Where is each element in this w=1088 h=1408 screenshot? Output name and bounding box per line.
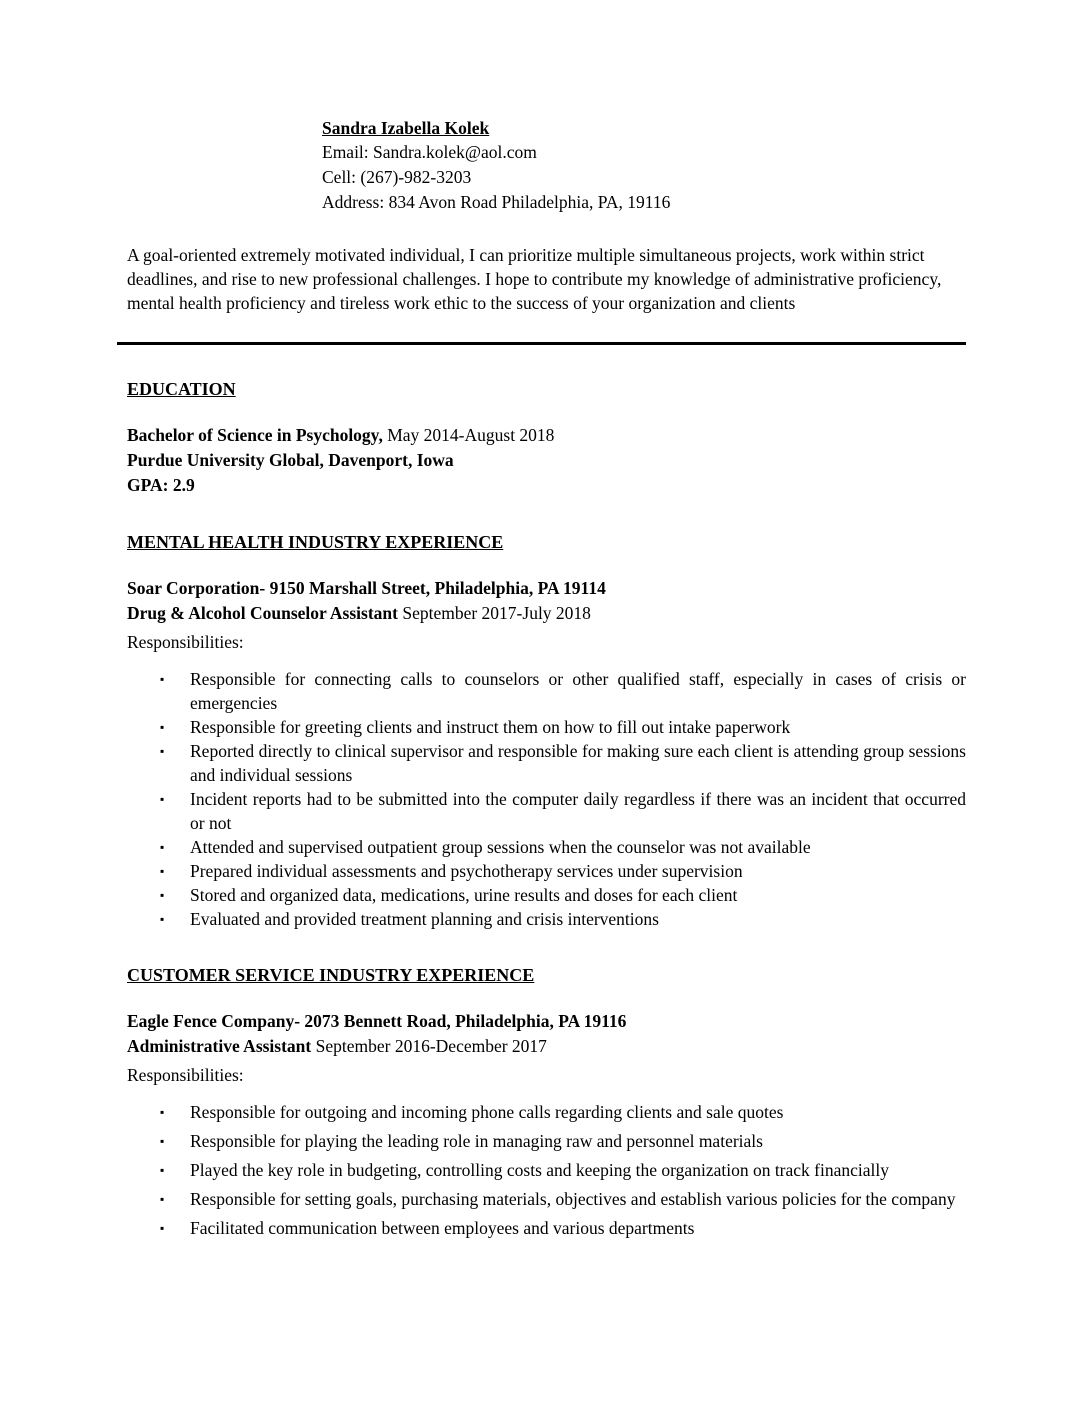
bullet-item [127, 1158, 966, 1182]
bullet-item [127, 835, 966, 859]
bullet-text: Responsible for outgoing and incoming phone calls regarding clients and sale quotes [190, 1102, 784, 1122]
bullet-item [127, 667, 966, 715]
bullet-item [127, 883, 966, 907]
section-divider-rule [117, 342, 966, 345]
bullet-item [127, 1100, 966, 1124]
company-line-soar: Soar Corporation- 9150 Marshall Street, Philadelphia, PA 19114 [127, 578, 606, 598]
bullet-square-icon: ▪ [160, 840, 165, 854]
gpa-line: GPA: 2.9 [127, 475, 195, 495]
bullet-item [127, 907, 966, 931]
degree-line [127, 423, 966, 448]
bullet-text: Prepared individual assessments and psychotherapy services under supervision [190, 861, 743, 881]
bullet-item [127, 739, 966, 787]
contact-address: Address: 834 Avon Road Philadelphia, PA, 19116 [322, 192, 671, 212]
candidate-name: Sandra Izabella Kolek [322, 118, 490, 138]
education-heading: EDUCATION [127, 379, 236, 399]
job-title-line-admin [127, 1034, 966, 1059]
bullet-text: Responsible for connecting calls to counselors or other qualified staff, especially in cases of crisis or emergencies [190, 669, 966, 713]
bullet-square-icon: ▪ [160, 912, 165, 926]
job-title-line-counselor [127, 601, 966, 626]
bullet-text: Responsible for setting goals, purchasing materials, objectives and establish various policies for the company [190, 1189, 956, 1209]
customer-service-bullet-list [127, 1100, 966, 1240]
bullet-text: Attended and supervised outpatient group sessions when the counselor was not available [190, 837, 811, 857]
job-dates-counselor: September 2017-July 2018 [397, 603, 591, 623]
degree-title: Bachelor of Science in Psychology, [127, 425, 383, 445]
bullet-square-icon: ▪ [160, 1192, 165, 1206]
bullet-square-icon: ▪ [160, 888, 165, 902]
mental-health-experience-heading: MENTAL HEALTH INDUSTRY EXPERIENCE [127, 532, 504, 552]
bullet-square-icon: ▪ [160, 744, 165, 758]
contact-block [322, 116, 966, 215]
bullet-item [127, 1216, 966, 1240]
bullet-text: Reported directly to clinical supervisor and responsible for making sure each client is attending group sessions and individual sessions [190, 741, 966, 785]
bullet-text: Stored and organized data, medications, urine results and doses for each client [190, 885, 738, 905]
bullet-text: Evaluated and provided treatment planning and crisis interventions [190, 909, 659, 929]
bullet-item [127, 1129, 966, 1153]
bullet-square-icon: ▪ [160, 1134, 165, 1148]
school-line: Purdue University Global, Davenport, Iowa [127, 450, 454, 470]
bullet-text: Played the key role in budgeting, controlling costs and keeping the organization on track financially [190, 1160, 890, 1180]
bullet-item [127, 859, 966, 883]
bullet-item [127, 715, 966, 739]
company-line-eagle: Eagle Fence Company- 2073 Bennett Road, Philadelphia, PA 19116 [127, 1011, 627, 1031]
summary-paragraph: A goal-oriented extremely motivated individual, I can prioritize multiple simultaneous projects, work within strict deadlines, and rise to new professional challenges. I hope to contribute my knowledge of administrative proficiency, mental health proficiency and tireless work ethic to the success of your organization and clients [127, 245, 942, 313]
bullet-square-icon: ▪ [160, 1105, 165, 1119]
bullet-text: Responsible for greeting clients and instruct them on how to fill out intake paperwork [190, 717, 791, 737]
bullet-square-icon: ▪ [160, 1221, 165, 1235]
bullet-item [127, 787, 966, 835]
contact-cell: Cell: (267)-982-3203 [322, 167, 472, 187]
job-dates-admin: September 2016-December 2017 [311, 1036, 547, 1056]
responsibilities-label-customer: Responsibilities: [127, 1065, 244, 1085]
bullet-square-icon: ▪ [160, 864, 165, 878]
customer-service-experience-heading: CUSTOMER SERVICE INDUSTRY EXPERIENCE [127, 965, 535, 985]
bullet-text: Facilitated communication between employees and various departments [190, 1218, 695, 1238]
bullet-item [127, 1187, 966, 1211]
bullet-square-icon: ▪ [160, 1163, 165, 1177]
bullet-square-icon: ▪ [160, 792, 165, 806]
bullet-text: Responsible for playing the leading role in managing raw and personnel materials [190, 1131, 763, 1151]
degree-dates: May 2014-August 2018 [382, 425, 555, 445]
mental-health-bullet-list [127, 667, 966, 931]
bullet-square-icon: ▪ [160, 672, 165, 686]
bullet-square-icon: ▪ [160, 720, 165, 734]
contact-email: Email: Sandra.kolek@aol.com [322, 142, 537, 162]
job-title-admin: Administrative Assistant [127, 1036, 312, 1056]
job-title-counselor: Drug & Alcohol Counselor Assistant [127, 603, 398, 623]
responsibilities-label-mental: Responsibilities: [127, 632, 244, 652]
bullet-text: Incident reports had to be submitted into the computer daily regardless if there was an incident that occurred or not [190, 789, 966, 833]
